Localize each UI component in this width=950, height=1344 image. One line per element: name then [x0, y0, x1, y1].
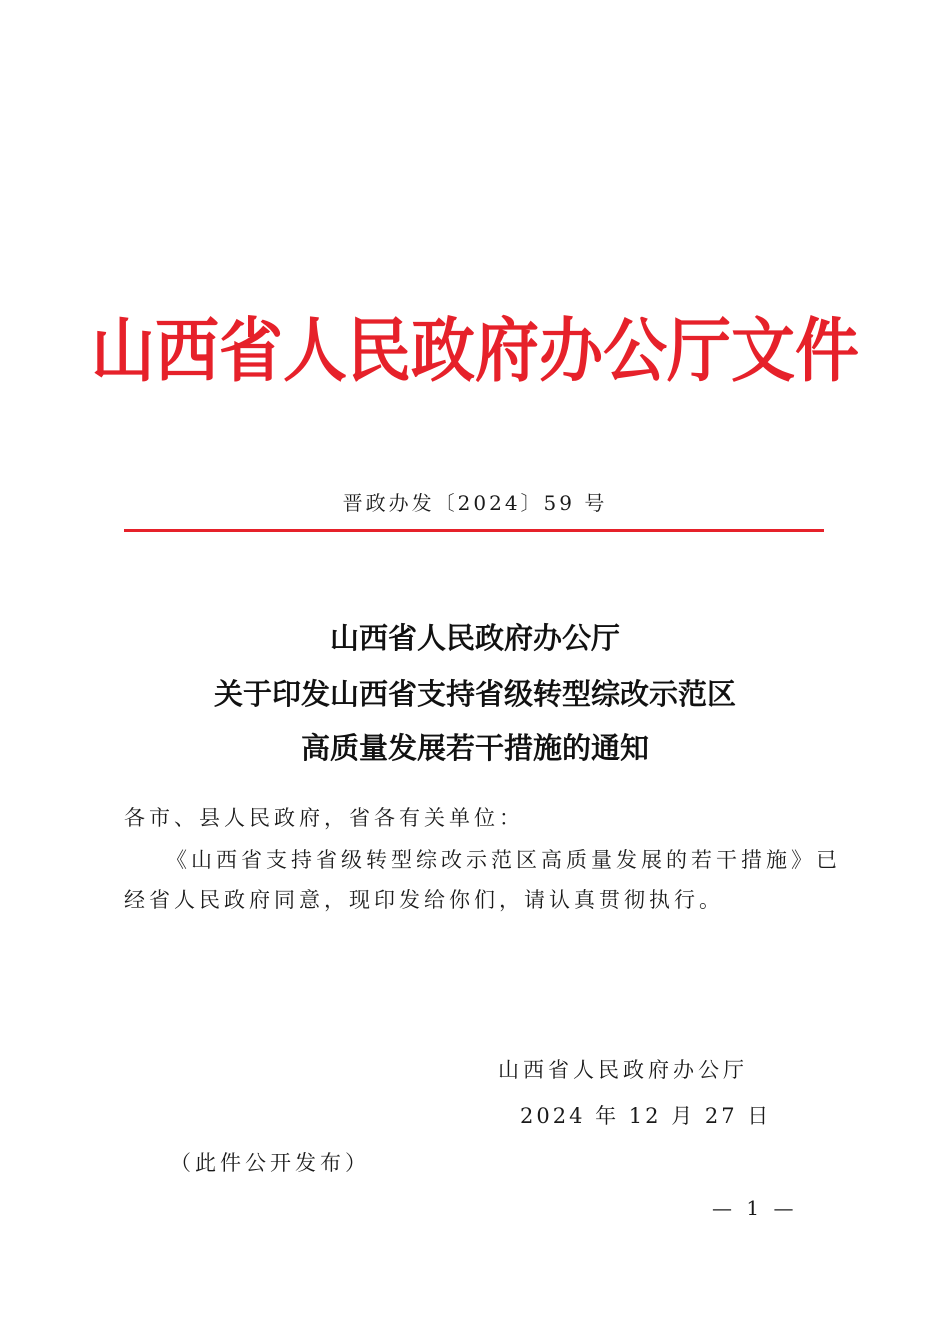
red-divider-line	[124, 529, 824, 532]
notice-title-line-3: 高质量发展若干措施的通知	[300, 731, 649, 765]
body-paragraph-line-1: 《山西省支持省级转型综改示范区高质量发展的若干措施》已	[166, 848, 841, 872]
page-number: — 1 —	[712, 1196, 798, 1220]
document-number: 晋政办发〔2024〕59 号	[342, 491, 608, 515]
salutation: 各市、县人民政府，省各有关单位：	[124, 806, 524, 830]
notice-title-line-1: 山西省人民政府办公厅	[329, 621, 620, 655]
disclosure-note: （此件公开发布）	[170, 1151, 370, 1175]
masthead-title: 山西省人民政府办公厅文件	[91, 310, 859, 392]
notice-title-line-2: 关于印发山西省支持省级转型综改示范区	[213, 677, 736, 711]
issuing-authority: 山西省人民政府办公厅	[498, 1058, 748, 1082]
body-paragraph-line-2: 经省人民政府同意，现印发给你们，请认真贯彻执行。	[124, 888, 724, 912]
issue-date: 2024 年 12 月 27 日	[520, 1104, 772, 1128]
